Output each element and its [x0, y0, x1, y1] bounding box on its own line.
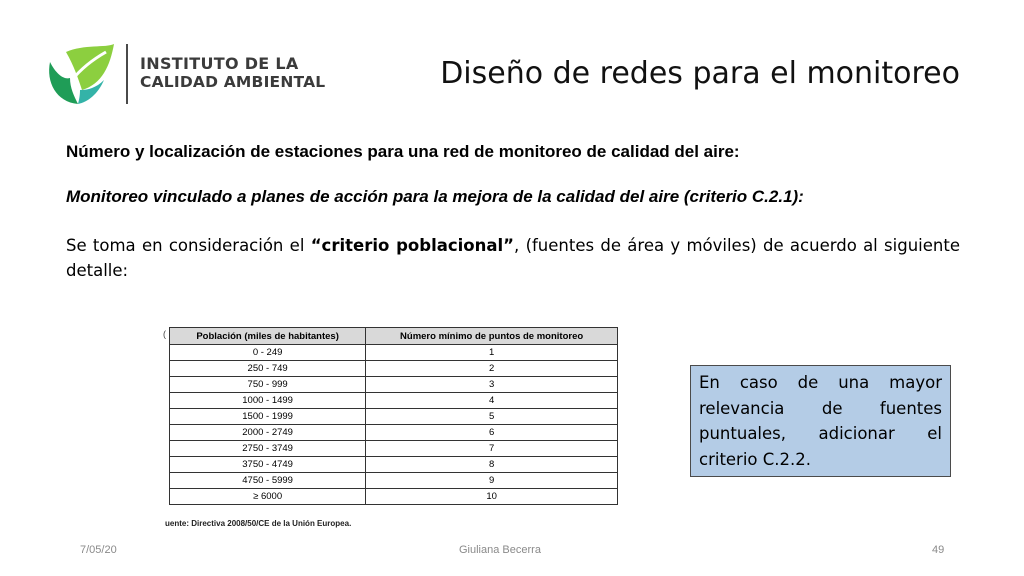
- logo-divider: [126, 44, 128, 104]
- points-cell: 10: [366, 489, 618, 505]
- table-row: [170, 377, 618, 393]
- points-cell: 6: [366, 425, 618, 441]
- table-row: [170, 489, 618, 505]
- table-source-note: uente: Directiva 2008/50/CE de la Unión Europea.: [165, 519, 352, 528]
- footer-author: Giuliana Becerra: [459, 544, 541, 556]
- population-cell: 250 - 749: [170, 361, 366, 377]
- table-row: [170, 361, 618, 377]
- population-cell: 750 - 999: [170, 377, 366, 393]
- population-cell: 0 - 249: [170, 345, 366, 361]
- table-row: [170, 409, 618, 425]
- column-header-population: Población (miles de habitantes): [170, 328, 366, 345]
- population-cell: 1500 - 1999: [170, 409, 366, 425]
- paragraph-text-after: , (fuentes de área y móviles) de acuerdo al siguiente detalle:: [66, 236, 960, 280]
- points-cell: 8: [366, 457, 618, 473]
- table-corner-mark: (: [163, 329, 166, 339]
- table-row: [170, 441, 618, 457]
- table-row: [170, 457, 618, 473]
- population-cell: 3750 - 4749: [170, 457, 366, 473]
- population-cell: ≥ 6000: [170, 489, 366, 505]
- points-cell: 4: [366, 393, 618, 409]
- table-row: [170, 425, 618, 441]
- table-row: [170, 345, 618, 361]
- points-cell: 3: [366, 377, 618, 393]
- population-cell: 2000 - 2749: [170, 425, 366, 441]
- paragraph-text-before: Se toma en consideración el: [66, 236, 311, 255]
- point-sources-note: En caso de una mayor relevancia de fuentes puntuales, adicionar el criterio C.2.2.: [690, 365, 951, 477]
- logo-line-1: INSTITUTO DE LA: [140, 54, 299, 73]
- points-cell: 9: [366, 473, 618, 489]
- leaf-logo-icon: [44, 40, 116, 108]
- slide-title: Diseño de redes para el monitoreo: [440, 56, 960, 91]
- criterion-paragraph: [66, 233, 960, 283]
- points-cell: 5: [366, 409, 618, 425]
- table-header-row: [170, 328, 618, 345]
- paragraph-emphasis: “criterio poblacional”: [310, 236, 515, 255]
- population-table-image: [163, 327, 620, 528]
- section-heading: Número y localización de estaciones para una red de monitoreo de calidad del aire:: [66, 142, 740, 161]
- population-cell: 1000 - 1499: [170, 393, 366, 409]
- page-number: 49: [932, 544, 945, 556]
- slide-body: [66, 140, 960, 283]
- population-cell: 4750 - 5999: [170, 473, 366, 489]
- criterion-heading: Monitoreo vinculado a planes de acción para la mejora de la calidad del aire (criterio C.2.1):: [66, 187, 804, 206]
- points-cell: 2: [366, 361, 618, 377]
- points-cell: 7: [366, 441, 618, 457]
- table-row: [170, 393, 618, 409]
- institute-logo: [44, 40, 344, 110]
- population-table: [169, 327, 618, 505]
- column-header-monitoring-points: Número mínimo de puntos de monitoreo: [366, 328, 618, 345]
- table-row: [170, 473, 618, 489]
- logo-line-2: CALIDAD AMBIENTAL: [140, 73, 326, 91]
- logo-text: [140, 54, 325, 92]
- points-cell: 1: [366, 345, 618, 361]
- footer-date: 7/05/20: [80, 544, 117, 556]
- population-cell: 2750 - 3749: [170, 441, 366, 457]
